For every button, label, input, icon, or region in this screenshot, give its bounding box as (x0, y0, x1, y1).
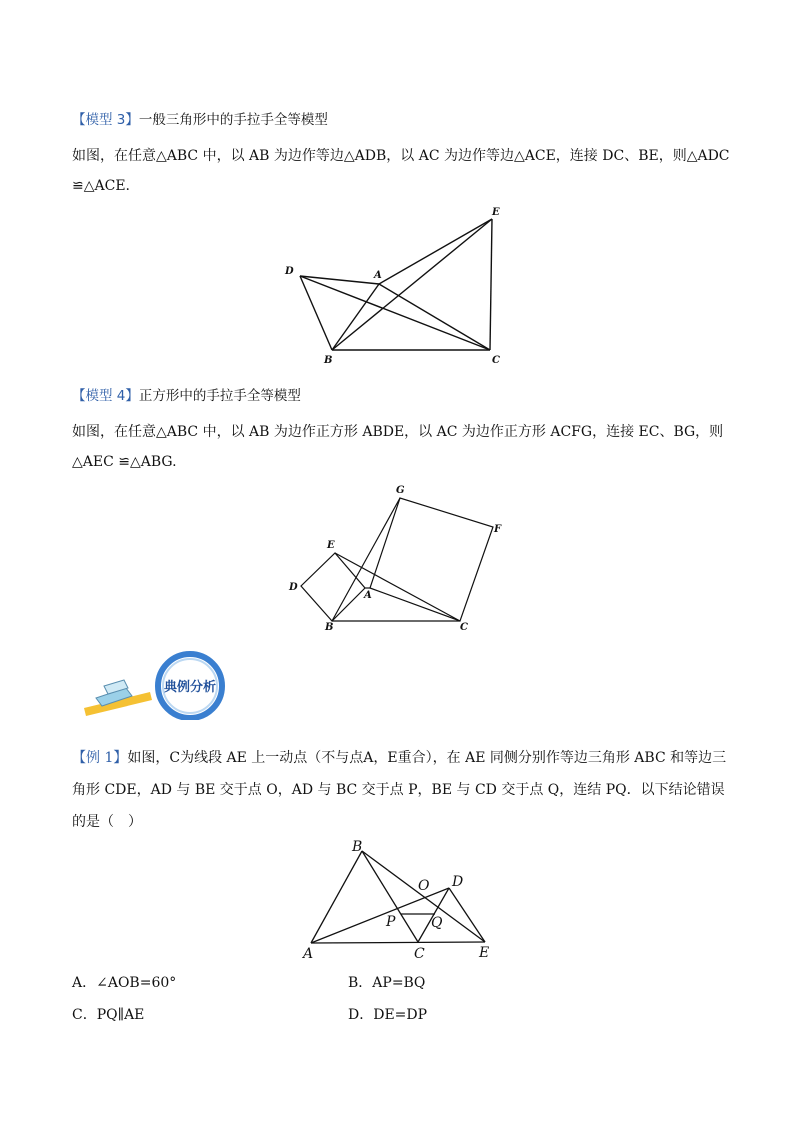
square-acfg (370, 498, 493, 621)
label-d: D (452, 874, 464, 890)
model3-figure (270, 200, 520, 370)
label-a: A (364, 590, 372, 601)
segment-ad (311, 888, 449, 943)
label-d: D (289, 582, 298, 593)
label-b: B (325, 622, 334, 633)
example1-tag: 【例 1】 (72, 750, 128, 766)
label-c: C (492, 355, 500, 366)
label-c: C (460, 622, 468, 633)
model3-title: 一般三角形中的手拉手全等模型 (138, 112, 328, 128)
segment-ae (379, 219, 492, 284)
square-abde (301, 553, 365, 621)
label-q: Q (431, 915, 443, 931)
segment-ec (490, 219, 492, 350)
segment-ab (311, 851, 362, 943)
label-p: P (386, 914, 396, 930)
label-a: A (303, 946, 314, 962)
option-b: B．AP=BQ (348, 975, 426, 991)
model4-tag: 【模型 4】 (72, 388, 139, 404)
model3-heading (72, 108, 328, 128)
segment-bg (332, 498, 400, 621)
model4-text: 如图，在任意△ABC 中，以 AB 为边作正方形 ABDE，以 AC 为边作正方形 ACFG，连接 EC、BG，则△AEC ≌△ABG. (72, 424, 724, 470)
segment-dc (300, 276, 490, 350)
segment-ae (311, 942, 485, 943)
example1-text (72, 742, 732, 838)
model3-tag: 【模型 3】 (72, 112, 139, 128)
model4-figure (280, 480, 510, 640)
label-e: E (492, 207, 500, 218)
segment-be (332, 219, 492, 350)
segment-be (362, 851, 485, 942)
example1-figure (295, 835, 505, 965)
banner-text: 典例分析 (163, 680, 217, 695)
model3-text: 如图，在任意△ABC 中，以 AB 为边作等边△ADB，以 AC 为边作等边△ACE，连接 DC、BE，则△ADC ≌△ACE. (72, 148, 730, 194)
label-d: D (285, 266, 294, 277)
label-g: G (396, 485, 405, 496)
option-a: A．∠AOB=60° (72, 975, 177, 991)
segment-ec (335, 553, 460, 621)
model4-title: 正方形中的手拉手全等模型 (138, 388, 301, 404)
option-c: C．PQ∥AE (72, 1007, 145, 1023)
label-f: F (494, 524, 502, 535)
label-e: E (327, 540, 335, 551)
label-e: E (479, 945, 490, 961)
label-o: O (418, 878, 430, 894)
model4-heading (72, 384, 301, 404)
option-d: D．DE=DP (348, 1007, 428, 1023)
example1-question: 如图，C为线段 AE 上一动点（不与点A，E重合），在 AE 同侧分别作等边三角形 ABC 和等边三角形 CDE，AD 与 BE 交于点 O，AD 与 BC 交于点 P，BE 与 CD 交于点 Q，连结 PQ．以下结论错误的是（ ） (72, 750, 727, 830)
label-b: B (324, 355, 333, 366)
segment-ac (379, 284, 490, 350)
label-a: A (374, 270, 382, 281)
example-banner (80, 650, 240, 720)
segment-de (449, 888, 485, 942)
label-c: C (414, 946, 425, 962)
label-b: B (352, 839, 363, 855)
magnifier-icon (84, 680, 152, 716)
